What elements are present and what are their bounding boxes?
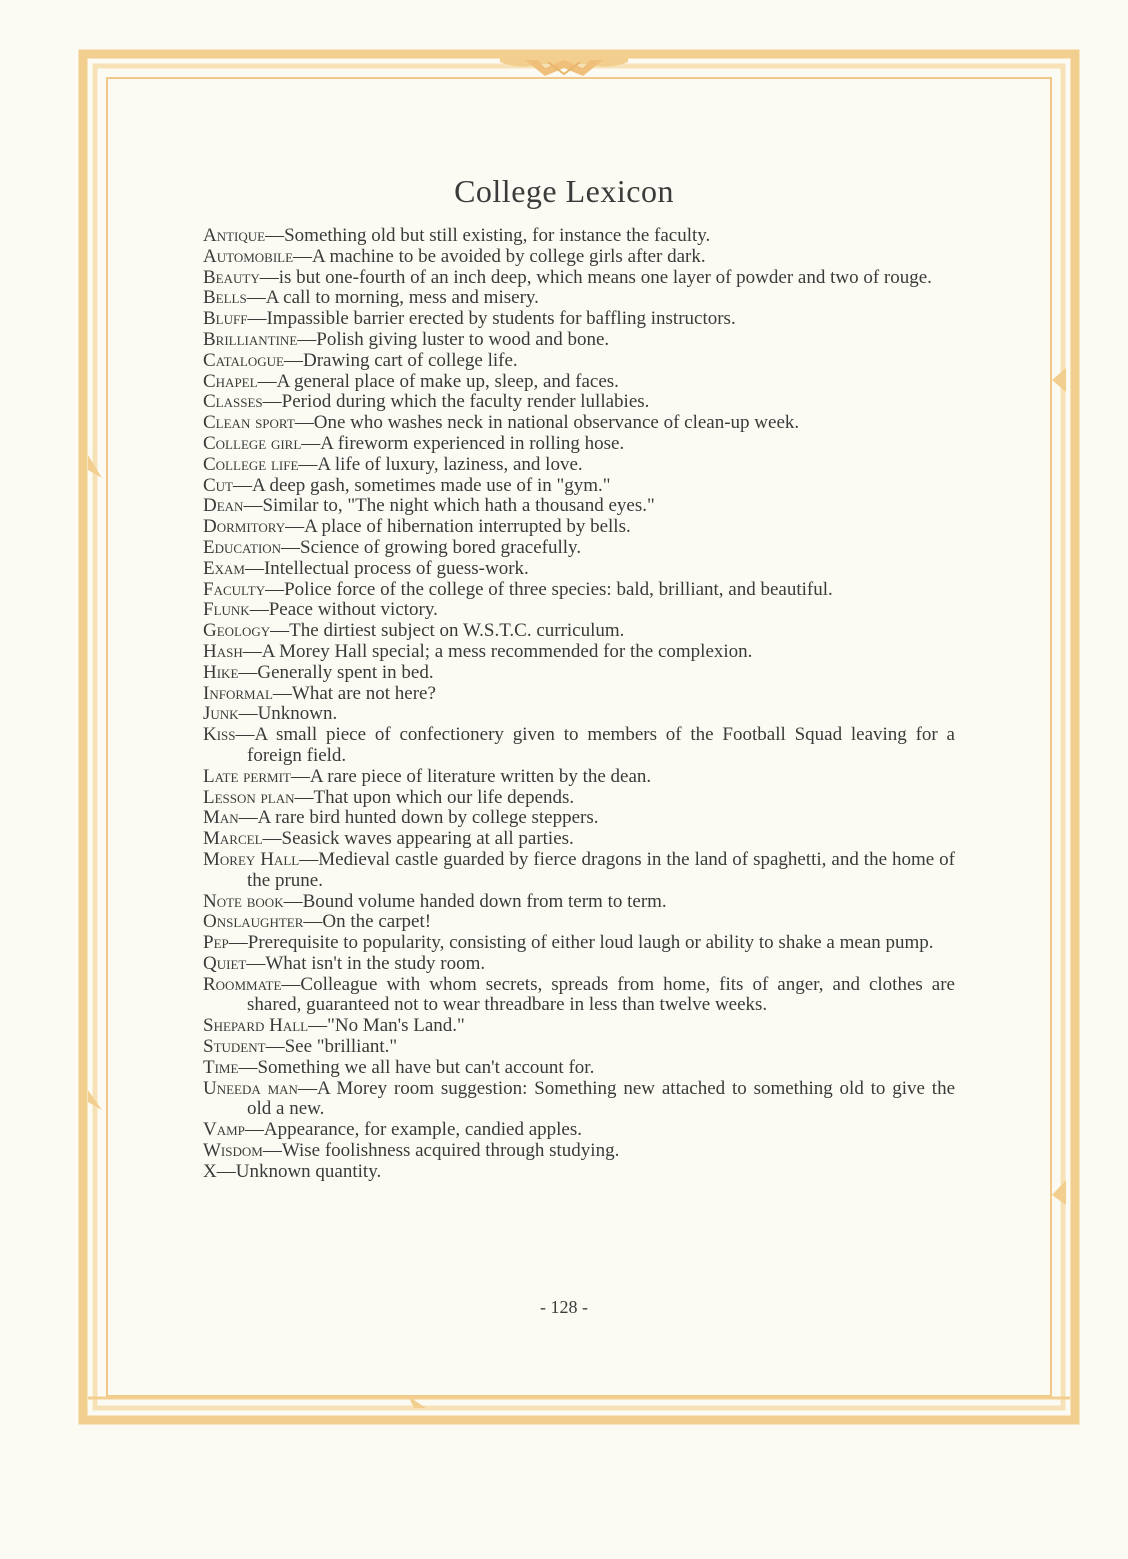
lexicon-definition: —Appearance, for example, candied apples. xyxy=(244,1119,582,1141)
lexicon-term: College life xyxy=(203,453,299,475)
lexicon-term: Onslaughter xyxy=(203,911,304,933)
lexicon-definition: —A small piece of confectionery given to members of the Football Squad leaving for a foreign field. xyxy=(235,724,955,766)
lexicon-term: Geology xyxy=(203,620,271,642)
lexicon-term: Marcel xyxy=(203,828,263,850)
lexicon-term: Classes xyxy=(203,391,263,413)
lexicon-definition: —Similar to, "The night which hath a thousand eyes." xyxy=(243,495,655,517)
lexicon-definition: —A place of hibernation interrupted by bells. xyxy=(285,516,631,538)
lexicon-list xyxy=(203,226,955,1183)
lexicon-definition: —is but one-fourth of an inch deep, which means one layer of powder and two of rouge. xyxy=(259,266,932,288)
lexicon-term: Informal xyxy=(203,682,273,704)
lexicon-entry xyxy=(203,496,955,517)
lexicon-entry xyxy=(203,268,955,289)
lexicon-term: Hike xyxy=(203,661,239,683)
lexicon-definition: —A general place of make up, sleep, and faces. xyxy=(257,370,619,392)
lexicon-term: Vamp xyxy=(203,1119,245,1141)
lexicon-entry xyxy=(203,892,955,913)
lexicon-term: Shepard Hall xyxy=(203,1015,309,1037)
lexicon-definition: —That upon which our life depends. xyxy=(294,786,575,808)
lexicon-term: Faculty xyxy=(203,578,266,600)
lexicon-term: Exam xyxy=(203,557,245,579)
lexicon-term: Student xyxy=(203,1036,266,1058)
lexicon-term: Junk xyxy=(203,703,239,725)
lexicon-definition: —On the carpet! xyxy=(303,911,432,933)
lexicon-entry xyxy=(203,808,955,829)
lexicon-entry xyxy=(203,850,955,892)
lexicon-entry xyxy=(203,1079,955,1121)
lexicon-term: Kiss xyxy=(203,724,236,746)
lexicon-definition: —A deep gash, sometimes made use of in "gym." xyxy=(233,474,611,496)
lexicon-definition: —Something we all have but can't account for. xyxy=(238,1056,595,1078)
lexicon-entry xyxy=(203,912,955,933)
lexicon-entry xyxy=(203,621,955,642)
lexicon-term: Dean xyxy=(203,495,244,517)
lexicon-definition: —Unknown. xyxy=(238,703,338,725)
lexicon-entry xyxy=(203,288,955,309)
lexicon-entry xyxy=(203,788,955,809)
lexicon-definition: —The dirtiest subject on W.S.T.C. curriculum. xyxy=(270,620,625,642)
lexicon-definition: —A Morey room suggestion: Something new attached to something old to give the old a new. xyxy=(247,1077,955,1120)
lexicon-term: Pep xyxy=(203,932,229,954)
lexicon-term: Antique xyxy=(203,225,266,246)
lexicon-definition: —What isn't in the study room. xyxy=(246,952,486,974)
lexicon-definition: —Police force of the college of three species: bald, brilliant, and beautiful. xyxy=(265,578,833,600)
lexicon-term: Chapel xyxy=(203,370,258,392)
lexicon-entry xyxy=(203,517,955,538)
lexicon-term: Bluff xyxy=(203,308,248,330)
lexicon-term: Cut xyxy=(203,474,234,496)
lexicon-term: Bells xyxy=(203,287,247,309)
lexicon-definition: —Something old but still existing, for instance the faculty. xyxy=(265,225,711,246)
lexicon-entry xyxy=(203,663,955,684)
lexicon-definition: —A Morey Hall special; a mess recommended for the complexion. xyxy=(242,640,753,662)
lexicon-definition: —See "brilliant." xyxy=(265,1036,398,1058)
lexicon-term: Man xyxy=(203,807,239,829)
lexicon-entry xyxy=(203,1016,955,1037)
lexicon-entry xyxy=(203,1141,955,1162)
lexicon-entry xyxy=(203,309,955,330)
lexicon-entry xyxy=(203,1120,955,1141)
lexicon-term: Late permit xyxy=(203,765,291,787)
lexicon-definition: —What are not here? xyxy=(272,682,436,704)
lexicon-term: Time xyxy=(203,1056,239,1078)
lexicon-term: Uneeda man xyxy=(203,1077,298,1099)
lexicon-definition: —Generally spent in bed. xyxy=(238,661,434,683)
lexicon-term: Beauty xyxy=(203,266,260,288)
lexicon-term: Quiet xyxy=(203,952,247,974)
lexicon-entry xyxy=(203,684,955,705)
lexicon-term: College girl xyxy=(203,432,302,454)
lexicon-term: Morey Hall xyxy=(203,848,300,870)
lexicon-definition: —A rare bird hunted down by college steppers. xyxy=(238,807,599,829)
lexicon-definition: —"No Man's Land." xyxy=(308,1015,465,1037)
lexicon-entry xyxy=(203,372,955,393)
lexicon-definition: —Seasick waves appearing at all parties. xyxy=(262,828,574,850)
lexicon-definition: —Polish giving luster to wood and bone. xyxy=(297,328,610,350)
lexicon-term: Dormitory xyxy=(203,516,286,538)
lexicon-definition: —Peace without victory. xyxy=(249,599,438,621)
lexicon-definition: —One who washes neck in national observance of clean-up week. xyxy=(294,412,800,434)
lexicon-definition: —Bound volume handed down from term to term. xyxy=(283,890,667,912)
lexicon-definition: —Wise foolishness acquired through studying. xyxy=(262,1140,620,1162)
lexicon-entry xyxy=(203,455,955,476)
lexicon-definition: —A life of luxury, laziness, and love. xyxy=(298,453,583,475)
lexicon-definition: —Unknown quantity. xyxy=(216,1160,382,1182)
lexicon-entry xyxy=(203,247,955,268)
lexicon-entry xyxy=(203,829,955,850)
lexicon-definition: —Prerequisite to popularity, consisting of either loud laugh or ability to shake a mean pump. xyxy=(228,932,934,954)
lexicon-entry xyxy=(203,1058,955,1079)
lexicon-entry xyxy=(203,559,955,580)
lexicon-entry xyxy=(203,1037,955,1058)
lexicon-term: Note book xyxy=(203,890,284,912)
page-title: College Lexicon xyxy=(454,173,674,209)
lexicon-entry xyxy=(203,600,955,621)
lexicon-definition: —A fireworm experienced in rolling hose. xyxy=(301,432,625,454)
lexicon-entry xyxy=(203,330,955,351)
lexicon-entry xyxy=(203,725,955,767)
lexicon-entry xyxy=(203,392,955,413)
lexicon-entry xyxy=(203,351,955,372)
lexicon-term: X xyxy=(203,1160,217,1182)
lexicon-term: Clean sport xyxy=(203,412,295,434)
lexicon-term: Hash xyxy=(203,640,243,662)
lexicon-entry xyxy=(203,975,955,1017)
lexicon-entry xyxy=(203,642,955,663)
lexicon-entry xyxy=(203,704,955,725)
lexicon-entry xyxy=(203,954,955,975)
lexicon-entry xyxy=(203,413,955,434)
lexicon-definition: —Drawing cart of college life. xyxy=(283,349,518,371)
lexicon-definition: —A call to morning, mess and misery. xyxy=(246,287,539,309)
lexicon-entry xyxy=(203,434,955,455)
lexicon-term: Catalogue xyxy=(203,349,284,371)
lexicon-entry xyxy=(203,1162,955,1183)
lexicon-term: Wisdom xyxy=(203,1140,263,1162)
lexicon-term: Education xyxy=(203,536,282,558)
lexicon-term: Automobile xyxy=(203,245,294,267)
lexicon-definition: —Intellectual process of guess-work. xyxy=(244,557,529,579)
lexicon-entry xyxy=(203,933,955,954)
lexicon-definition: —A machine to be avoided by college girls after dark. xyxy=(293,245,706,267)
lexicon-entry xyxy=(203,538,955,559)
lexicon-definition: —Colleague with whom secrets, spreads from home, fits of anger, and clothes are shared, guaranteed not to wear threadbare in less than twelve weeks. xyxy=(247,973,955,1016)
lexicon-definition: —Science of growing bored gracefully. xyxy=(281,536,582,558)
lexicon-term: Flunk xyxy=(203,599,250,621)
lexicon-entry xyxy=(203,580,955,601)
lexicon-definition: —Medieval castle guarded by fierce dragons in the land of spaghetti, and the home of the prune. xyxy=(247,848,955,891)
lexicon-entry xyxy=(203,476,955,497)
lexicon-term: Brilliantine xyxy=(203,328,298,350)
lexicon-term: Lesson plan xyxy=(203,786,295,808)
lexicon-term: Roommate xyxy=(203,973,282,995)
lexicon-definition: —Impassible barrier erected by students for baffling instructors. xyxy=(247,308,736,330)
lexicon-definition: —Period during which the faculty render lullabies. xyxy=(262,391,650,413)
lexicon-definition: —A rare piece of literature written by the dean. xyxy=(290,765,652,787)
page-number: - 128 - xyxy=(540,1297,588,1317)
lexicon-entry xyxy=(203,226,955,247)
lexicon-entry xyxy=(203,767,955,788)
